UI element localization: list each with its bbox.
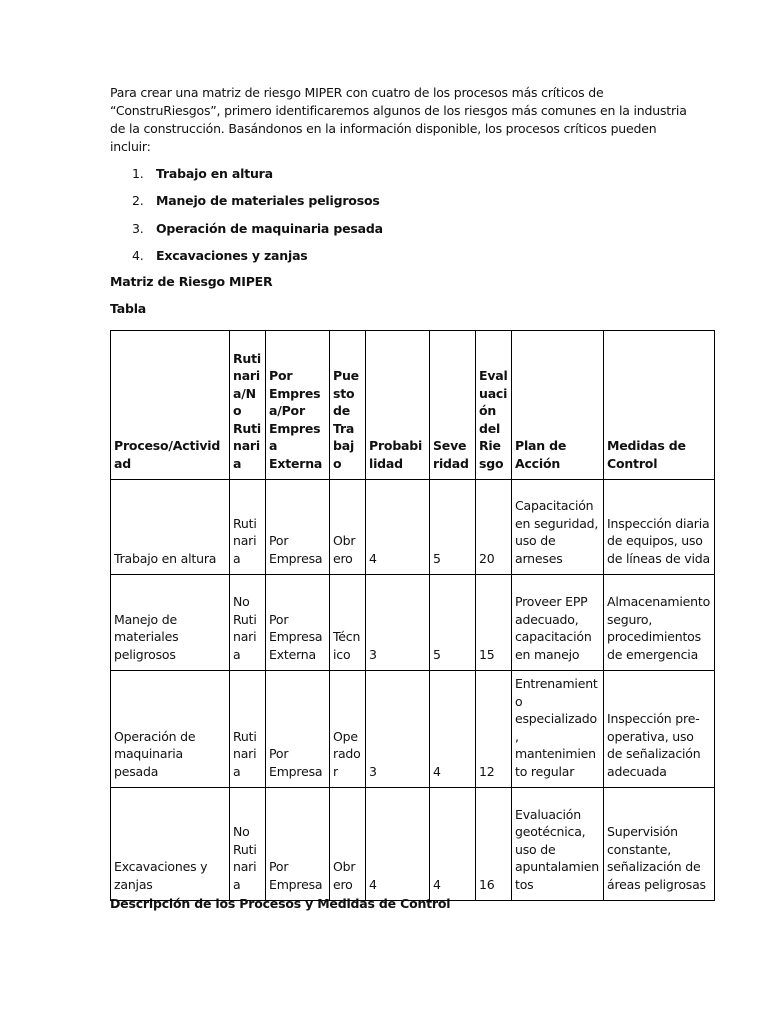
table-row [111,788,715,901]
table-cell: Inspección diaria de equipos, uso de líneas de vida [604,480,715,575]
table-cell: Almacenamiento seguro, procedimientos de emergencia [604,575,715,671]
list-item-label: Operación de maquinaria pesada [156,220,383,236]
table-cell: 4 [430,788,476,901]
list-item-label: Excavaciones y zanjas [156,247,308,263]
column-header: Probabilidad [366,331,430,480]
document-page [110,84,714,911]
table-heading: Tabla [110,301,147,317]
intro-line: incluir: [110,139,151,154]
column-header: Medidas de Control [604,331,715,480]
miper-risk-table [110,330,715,901]
table-cell: 15 [476,575,512,671]
column-header: Proceso/Actividad [111,331,230,480]
intro-line: de la construcción. Basándonos en la información disponible, los procesos críticos pueden [110,121,657,136]
table-cell: 4 [366,788,430,901]
list-item [110,164,714,191]
list-item [110,219,714,246]
table-cell: 5 [430,480,476,575]
table-cell: No Rutinaria [230,788,266,901]
matrix-heading: Matriz de Riesgo MIPER [110,274,273,290]
table-cell: Supervisión constante, señalización de áreas peligrosas [604,788,715,901]
table-row [111,480,715,575]
table-cell: Entrenamiento especializado, mantenimiento regular [512,671,604,788]
table-cell: Por Empresa [266,671,330,788]
table-cell: 20 [476,480,512,575]
column-header: Evaluación del Riesgo [476,331,512,480]
table-cell: Excavaciones y zanjas [111,788,230,901]
column-header: Por Empresa/Por Empresa Externa [266,331,330,480]
table-cell: Rutinaria [230,480,266,575]
critical-process-list [110,164,714,273]
column-header: Plan de Acción [512,331,604,480]
table-row [111,671,715,788]
table-cell: 4 [366,480,430,575]
table-header-row [111,331,715,480]
intro-paragraph [110,84,714,156]
table-cell: Inspección pre-operativa, uso de señalización adecuada [604,671,715,788]
table-cell: Técnico [330,575,366,671]
table-cell: 16 [476,788,512,901]
table-cell: Operador [330,671,366,788]
list-item [110,191,714,218]
list-item-number: 2. [132,193,144,209]
table-row [111,575,715,671]
column-header: Puesto de Trabajo [330,331,366,480]
list-item-number: 4. [132,247,144,263]
table-cell: 5 [430,575,476,671]
table-cell: Proveer EPP adecuado, capacitación en manejo [512,575,604,671]
column-header: Severidad [430,331,476,480]
table-cell: 4 [430,671,476,788]
table-cell: Operación de maquinaria pesada [111,671,230,788]
table-cell: Evaluación geotécnica, uso de apuntalamientos [512,788,604,901]
table-cell: Obrero [330,788,366,901]
column-header: Rutinaria/No Rutinaria [230,331,266,480]
table-cell: Por Empresa [266,788,330,901]
table-cell: Rutinaria [230,671,266,788]
intro-line: “ConstruRiesgos”, primero identificaremos algunos de los riesgos más comunes en la industria [110,103,687,118]
table-cell: Capacitación en seguridad, uso de arneses [512,480,604,575]
section-heading: Descripción de los Procesos y Medidas de Control [110,896,451,911]
list-item-label: Trabajo en altura [156,166,273,181]
table-cell: Por Empresa Externa [266,575,330,671]
table-cell: 3 [366,671,430,788]
intro-line: Para crear una matriz de riesgo MIPER con cuatro de los procesos más críticos de [110,85,604,100]
table-cell: Trabajo en altura [111,480,230,575]
table-cell: 12 [476,671,512,788]
list-item-number: 3. [132,220,144,236]
list-item-number: 1. [132,166,144,181]
table-cell: Por Empresa [266,480,330,575]
table-cell: No Rutinaria [230,575,266,671]
list-item-label: Manejo de materiales peligrosos [156,193,380,209]
table-cell: Manejo de materiales peligrosos [111,575,230,671]
list-item [110,246,714,273]
table-cell: Obrero [330,480,366,575]
table-cell: 3 [366,575,430,671]
